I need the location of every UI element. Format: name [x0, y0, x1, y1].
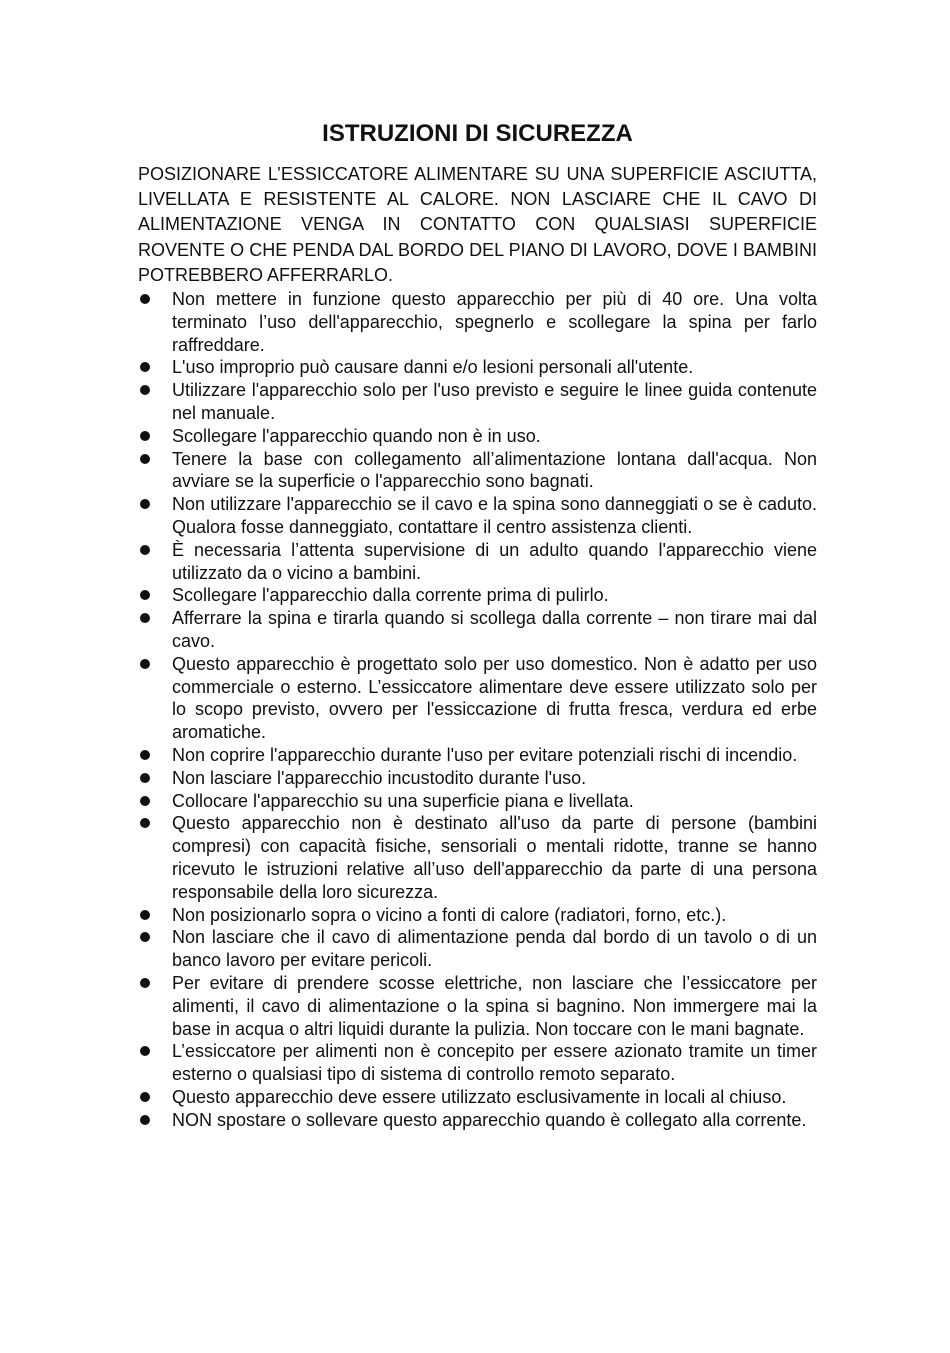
bullet-icon — [140, 796, 150, 806]
bullet-icon — [140, 590, 150, 600]
bullet-icon — [140, 545, 150, 555]
list-item-text: L’essiccatore per alimenti non è concepito per essere azionato tramite un timer esterno o qualsiasi tipo di sistema di controllo remoto separato. — [172, 1041, 817, 1085]
list-item-text: Questo apparecchio deve essere utilizzato esclusivamente in locali al chiuso. — [172, 1086, 787, 1107]
bullet-icon — [140, 294, 150, 304]
list-item-text: Per evitare di prendere scosse elettriche, non lasciare che l’essiccatore per alimenti, il cavo di alimentazione o la spina si bagnino. Non immergere mai la base in acqua o altri liquidi durante la pulizia. Non toccare con le mani bagnate. — [172, 972, 817, 1039]
bullet-icon — [140, 1115, 150, 1125]
list-item — [138, 926, 817, 972]
bullet-icon — [140, 362, 150, 372]
list-item-text: Collocare l'apparecchio su una superficie piana e livellata. — [172, 790, 634, 811]
document-title: ISTRUZIONI DI SICUREZZA — [322, 120, 633, 147]
list-item-text: Questo apparecchio non è destinato all'uso da parte di persone (bambini compresi) con capacità fisiche, sensoriali o mentali ridotte, tranne se hanno ricevuto le istruzioni relative all’uso dell'apparecchio da parte di una persona responsabile della loro sicurezza. — [172, 813, 817, 902]
bullet-icon — [140, 1092, 150, 1102]
list-item — [138, 972, 817, 1040]
list-item-text: Non posizionarlo sopra o vicino a fonti di calore (radiatori, forno, etc.). — [172, 904, 727, 925]
bullet-icon — [140, 932, 150, 942]
list-item — [138, 790, 817, 813]
bullet-icon — [140, 910, 150, 920]
list-item — [138, 425, 817, 448]
list-item-text: Non coprire l'apparecchio durante l'uso per evitare potenziali rischi di incendio. — [172, 744, 798, 765]
list-item-text: NON spostare o sollevare questo apparecchio quando è collegato alla corrente. — [172, 1109, 807, 1130]
list-item-text: Non lasciare l'apparecchio incustodito durante l'uso. — [172, 767, 587, 788]
list-item — [138, 812, 817, 903]
list-item-text: Non utilizzare l'apparecchio se il cavo e la spina sono danneggiati o se è caduto. Qualora fosse danneggiato, contattare il centro assistenza clienti. — [172, 494, 817, 537]
list-item — [138, 767, 817, 790]
list-item — [138, 904, 817, 927]
list-item — [138, 493, 817, 539]
list-item-text: Non lasciare che il cavo di alimentazione penda dal bordo di un tavolo o di un banco lavoro per evitare pericoli. — [172, 927, 817, 971]
bullet-icon — [140, 385, 150, 395]
list-item — [138, 744, 817, 767]
bullet-icon — [140, 613, 150, 623]
list-item-text: Scollegare l'apparecchio dalla corrente prima di pulirlo. — [172, 585, 609, 606]
list-item-text: Non mettere in funzione questo apparecchio per più di 40 ore. Una volta terminato l’uso dell'apparecchio, spegnerlo e scollegare la spina per farlo raffreddare. — [172, 289, 817, 355]
intro-paragraph: POSIZIONARE L’ESSICCATORE ALIMENTARE SU UNA SUPERFICIE ASCIUTTA, LIVELLATA E RESISTENTE AL CALORE. NON LASCIARE CHE IL CAVO DI ALIMENTAZIONE VENGA IN CONTATTO CON QUALSIASI SUPERFICIE ROVENTE O CHE PENDA DAL BORDO DEL PIANO DI LAVORO, DOVE I BAMBINI POTREBBERO AFFERRARLO. — [138, 164, 817, 285]
list-item — [138, 379, 817, 425]
list-item-text: Afferrare la spina e tirarla quando si scollega dalla corrente – non tirare mai dal cavo. — [172, 608, 817, 651]
bullet-icon — [140, 1046, 150, 1056]
list-item — [138, 1109, 817, 1132]
bullet-icon — [140, 431, 150, 441]
list-item — [138, 1040, 817, 1086]
list-item — [138, 288, 817, 356]
list-item — [138, 448, 817, 494]
bullet-icon — [140, 978, 150, 988]
list-item — [138, 653, 817, 744]
list-item-text: Questo apparecchio è progettato solo per uso domestico. Non è adatto per uso commerciale o esterno. L’essiccatore alimentare deve essere utilizzato solo per lo scopo previsto, ovvero per l'essiccazione di frutta fresca, verdura ed erbe aromatiche. — [172, 653, 817, 743]
list-item-text: Tenere la base con collegamento all’alimentazione lontana dall'acqua. Non avviare se la superficie o l'apparecchio sono bagnati. — [172, 448, 817, 492]
list-item-text: È necessaria l’attenta supervisione di un adulto quando l'apparecchio viene utilizzato da o vicino a bambini. — [172, 539, 817, 583]
list-item — [138, 607, 817, 653]
safety-instructions-list — [138, 288, 817, 1131]
list-item-text: Utilizzare l'apparecchio solo per l'uso previsto e seguire le linee guida contenute nel manuale. — [172, 380, 817, 423]
bullet-icon — [140, 499, 150, 509]
bullet-icon — [140, 818, 150, 828]
list-item — [138, 356, 817, 379]
list-item-text: Scollegare l'apparecchio quando non è in uso. — [172, 425, 541, 446]
list-item — [138, 539, 817, 585]
bullet-icon — [140, 454, 150, 464]
list-item — [138, 1086, 817, 1109]
bullet-icon — [140, 750, 150, 760]
bullet-icon — [140, 773, 150, 783]
document-page — [138, 118, 817, 1132]
list-item-text: L'uso improprio può causare danni e/o lesioni personali all'utente. — [172, 357, 694, 378]
list-item — [138, 584, 817, 607]
bullet-icon — [140, 659, 150, 669]
